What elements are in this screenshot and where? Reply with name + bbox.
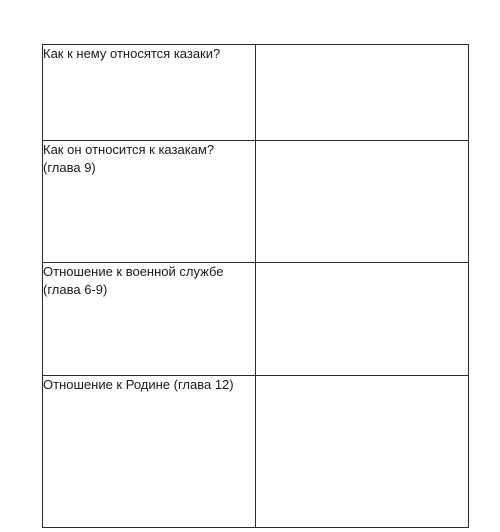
answer-cell[interactable] bbox=[256, 376, 469, 528]
table-row bbox=[43, 263, 469, 376]
table-row bbox=[43, 376, 469, 528]
answer-cell[interactable] bbox=[256, 45, 469, 141]
question-cell: Отношение к военной службе (глава 6-9) bbox=[43, 263, 256, 376]
answer-cell[interactable] bbox=[256, 263, 469, 376]
table-row bbox=[43, 45, 469, 141]
worksheet-table bbox=[42, 44, 469, 528]
question-cell: Как он относится к казакам? (глава 9) bbox=[43, 141, 256, 263]
table-row bbox=[43, 141, 469, 263]
question-cell: Как к нему относятся казаки? bbox=[43, 45, 256, 141]
question-cell: Отношение к Родине (глава 12) bbox=[43, 376, 256, 528]
answer-cell[interactable] bbox=[256, 141, 469, 263]
